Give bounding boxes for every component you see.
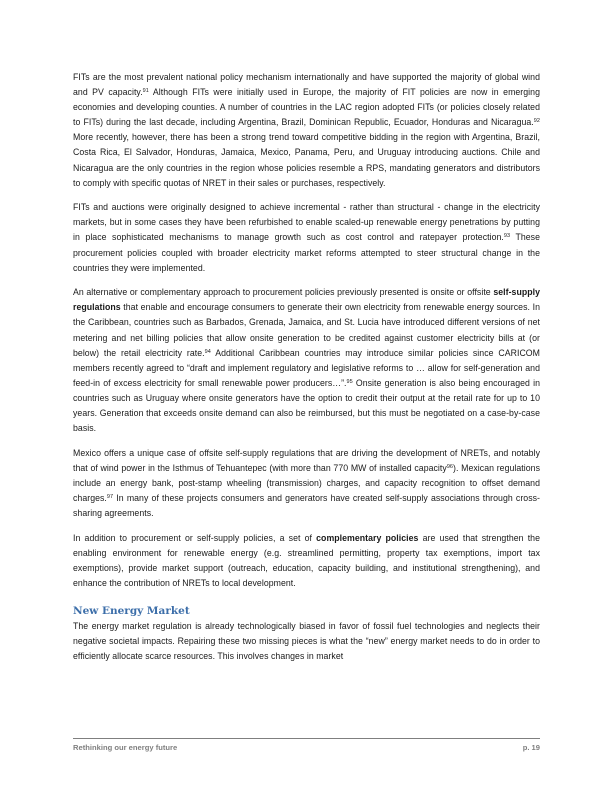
footnote-ref[interactable]: 91 <box>142 88 149 95</box>
paragraph-mexico <box>73 446 540 521</box>
bold-term: self-supply regulations <box>73 287 540 313</box>
paragraph-complementary <box>73 531 540 591</box>
text-span: that enable and encourage consumers to generate their own electricity from renewable energy sources. In the Caribbean, countries such as Barbados, Grenada, Jamaica, and St. Lucia have introduced different versions of net metering and net billing policies that allow onsite generation to be credited against customer electricity bills at (or below) the retail electricity rate. <box>73 302 540 358</box>
paragraph-fits <box>73 70 540 191</box>
paragraph-self-supply <box>73 285 540 436</box>
footer-title: Rethinking our energy future <box>73 743 178 752</box>
text-span: In many of these projects consumers and generators have created self-supply associations through cross-sharing agreements. <box>73 492 540 519</box>
text-span: These procurement policies coupled with broader electricity market reforms attempted to steer structural change in the countries they were implemented. <box>73 232 541 273</box>
document-body <box>73 70 540 674</box>
text-span: In addition to procurement or self-supply policies, a set of <box>73 532 317 543</box>
bold-term: complementary policies <box>316 532 419 543</box>
footnote-ref[interactable]: 96 <box>446 463 454 470</box>
text-span: are used that strengthen the enabling environment for renewable energy (e.g. streamlined permitting, property tax exemptions, import tax exemptions), provide market support (outreach, education, capacity building, and institutional strengthening), and enhance the contribution of NRETs to local development. <box>73 532 540 588</box>
text-span: More recently, however, there has been a strong trend toward competitive bidding in the region with Argentina, Brazil, Costa Rica, El Salvador, Honduras, Jamaica, Mexico, Panama, Peru, and Uruguay introducing auctions. Chile and Nicaragua are the only countries in the region whose policies resemble a RPS, mandating generators and distributors to comply with specific quotas of NRET in their sales or purchases, respectively. <box>73 132 540 188</box>
paragraph-new-market <box>73 619 540 664</box>
footer-divider <box>73 738 540 739</box>
text-span: FITs and auctions were originally designed to achieve incremental - rather than structural - change in the electricity markets, but in some cases they have been refurbished to enable scaled-up renewable energy penetrations by putting in place sophisticated mechanisms to manage growth such as cost control and ratepayer protection. <box>73 202 540 243</box>
footnote-ref[interactable]: 93 <box>503 233 511 240</box>
footnote-ref[interactable]: 97 <box>106 493 114 500</box>
page-footer <box>73 738 540 752</box>
footnote-ref[interactable]: 94 <box>204 348 211 355</box>
text-span: Mexico offers a unique case of offsite self-supply regulations that are driving the development of NRETs, and notably that of wind power in the Isthmus of Tehuantepec (with more than 770 MW of installed capacity <box>73 447 540 473</box>
text-span: An alternative or complementary approach to procurement policies previously presented is onsite or offsite <box>73 287 494 298</box>
text-span: ). Mexican regulations include an energy bank, post-stamp wheeling (transmission) charges, and capacity recognition to offset demand charges. <box>73 462 540 503</box>
footer-row <box>73 743 540 752</box>
footnote-ref[interactable]: 95 <box>346 378 353 385</box>
page-number: p. 19 <box>522 743 540 752</box>
text-span: FITs are the most prevalent national policy mechanism internationally and have supported the majority of global wind and PV capacity. <box>73 72 540 98</box>
section-heading: New Energy Market <box>73 605 190 617</box>
text-span: The energy market regulation is already technologically biased in favor of fossil fuel technologies and neglects their negative societal impacts. Repairing these two missing pieces is what the “new” energy market needs to do in order to efficiently allocate scarce resources. This involves changes in market <box>73 621 540 662</box>
text-span: Onsite generation is also being encouraged in countries such as Uruguay where onsite generators have the option to credit their output at the retail rate for up to 10 years. Generation that exceeds onsite demand can also be reimbursed, but this must be negotiated on a case-by-case basis. <box>73 377 540 434</box>
paragraph-auctions <box>73 200 540 275</box>
text-span: Although FITs were initially used in Europe, the majority of FIT policies are now in emerging economies and developing counties. A number of countries in the LAC region adopted FITs (or policies closely related to FITs) during the last decade, including Argentina, Brazil, Dominican Republic, Ecuador, Honduras and Nicaragua. <box>73 87 540 128</box>
footnote-ref[interactable]: 92 <box>533 118 540 125</box>
text-span: Additional Caribbean countries may introduce similar policies since CARICOM members recently agreed to “draft and implement regulatory and legislative reforms to … allow for self-generation and feed-in of excess electricity for small renewable power producers…”. <box>73 347 540 388</box>
